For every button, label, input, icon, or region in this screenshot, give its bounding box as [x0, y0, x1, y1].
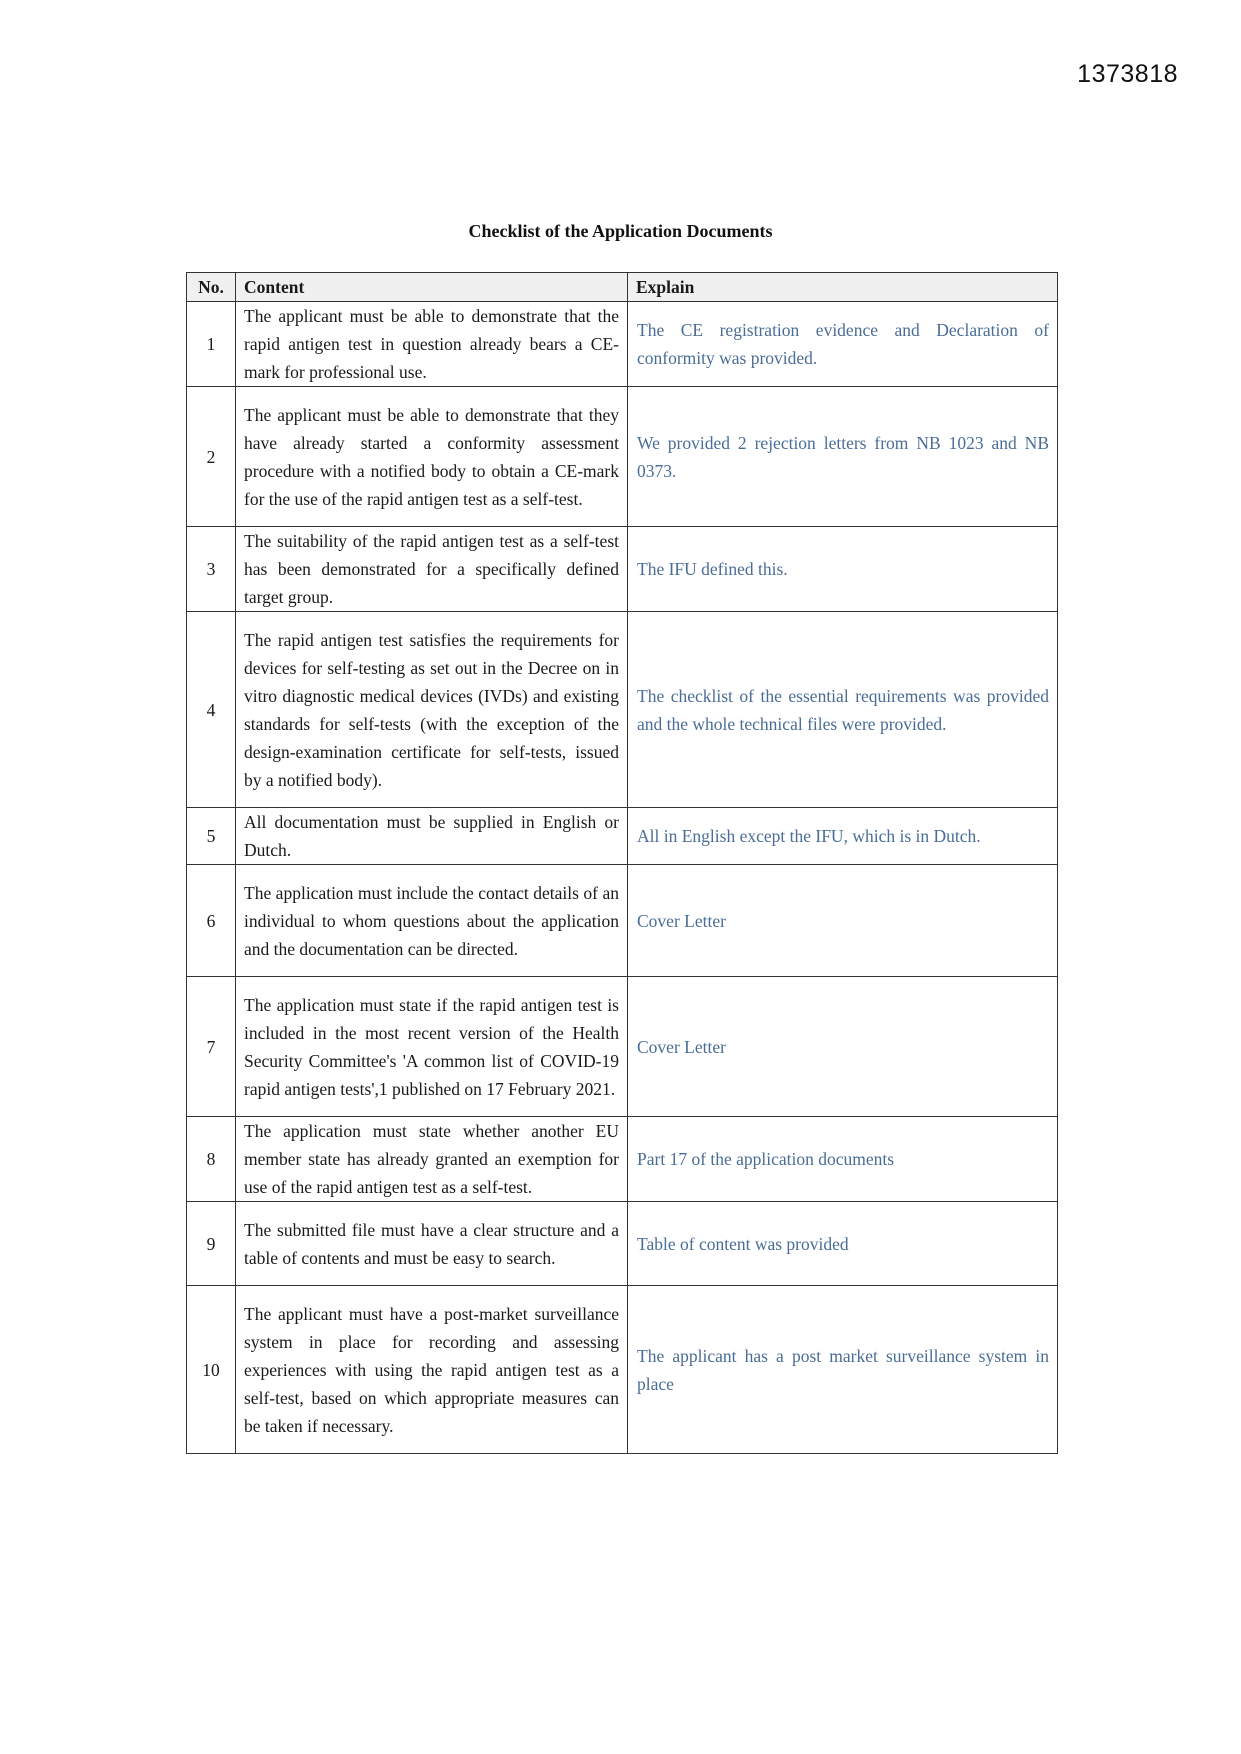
row-content: The applicant must have a post-market surveillance system in place for recording and assessing experiences with using the rapid antigen test as a self-test, based on which appropriate measures can be taken if necessary.: [236, 1286, 628, 1454]
table-row: [187, 527, 1058, 612]
table-row: [187, 387, 1058, 527]
row-explain: Cover Letter: [628, 977, 1058, 1117]
row-explain: Part 17 of the application documents: [628, 1117, 1058, 1202]
row-content: The application must state if the rapid antigen test is included in the most recent version of the Health Security Committee's 'A common list of COVID-19 rapid antigen tests',1 published on 17 February 2021.: [236, 977, 628, 1117]
table-header-row: [187, 273, 1058, 302]
table-row: [187, 1117, 1058, 1202]
row-content: The suitability of the rapid antigen test as a self-test has been demonstrated for a specifically defined target group.: [236, 527, 628, 612]
row-explain: The IFU defined this.: [628, 527, 1058, 612]
row-number: 6: [187, 865, 236, 977]
row-number: 8: [187, 1117, 236, 1202]
row-number: 5: [187, 808, 236, 865]
table-row: [187, 1202, 1058, 1286]
table-row: [187, 302, 1058, 387]
checklist-table: [186, 272, 1058, 1454]
row-explain: The checklist of the essential requirements was provided and the whole technical files were provided.: [628, 612, 1058, 808]
row-content: All documentation must be supplied in English or Dutch.: [236, 808, 628, 865]
row-number: 10: [187, 1286, 236, 1454]
table-row: [187, 612, 1058, 808]
row-content: The application must state whether another EU member state has already granted an exemption for use of the rapid antigen test as a self-test.: [236, 1117, 628, 1202]
header-explain: Explain: [628, 273, 1058, 302]
row-number: 9: [187, 1202, 236, 1286]
row-number: 4: [187, 612, 236, 808]
row-content: The submitted file must have a clear structure and a table of contents and must be easy to search.: [236, 1202, 628, 1286]
row-explain: All in English except the IFU, which is in Dutch.: [628, 808, 1058, 865]
row-explain: The applicant has a post market surveillance system in place: [628, 1286, 1058, 1454]
table-row: [187, 1286, 1058, 1454]
table-row: [187, 865, 1058, 977]
row-content: The applicant must be able to demonstrate that the rapid antigen test in question already bears a CE-mark for professional use.: [236, 302, 628, 387]
row-content: The application must include the contact details of an individual to whom questions about the application and the documentation can be directed.: [236, 865, 628, 977]
document-id: 1373818: [1077, 60, 1178, 88]
row-number: 3: [187, 527, 236, 612]
header-no: No.: [187, 273, 236, 302]
row-content: The rapid antigen test satisfies the requirements for devices for self-testing as set out in the Decree on in vitro diagnostic medical devices (IVDs) and existing standards for self-tests (with the exception of the design-examination certificate for self-tests, issued by a notified body).: [236, 612, 628, 808]
row-number: 1: [187, 302, 236, 387]
row-number: 7: [187, 977, 236, 1117]
header-content: Content: [236, 273, 628, 302]
row-content: The applicant must be able to demonstrate that they have already started a conformity assessment procedure with a notified body to obtain a CE-mark for the use of the rapid antigen test as a self-test.: [236, 387, 628, 527]
row-number: 2: [187, 387, 236, 527]
row-explain: We provided 2 rejection letters from NB 1023 and NB 0373.: [628, 387, 1058, 527]
row-explain: Cover Letter: [628, 865, 1058, 977]
row-explain: The CE registration evidence and Declaration of conformity was provided.: [628, 302, 1058, 387]
row-explain: Table of content was provided: [628, 1202, 1058, 1286]
table-row: [187, 977, 1058, 1117]
table-row: [187, 808, 1058, 865]
page-title: Checklist of the Application Documents: [468, 221, 773, 241]
